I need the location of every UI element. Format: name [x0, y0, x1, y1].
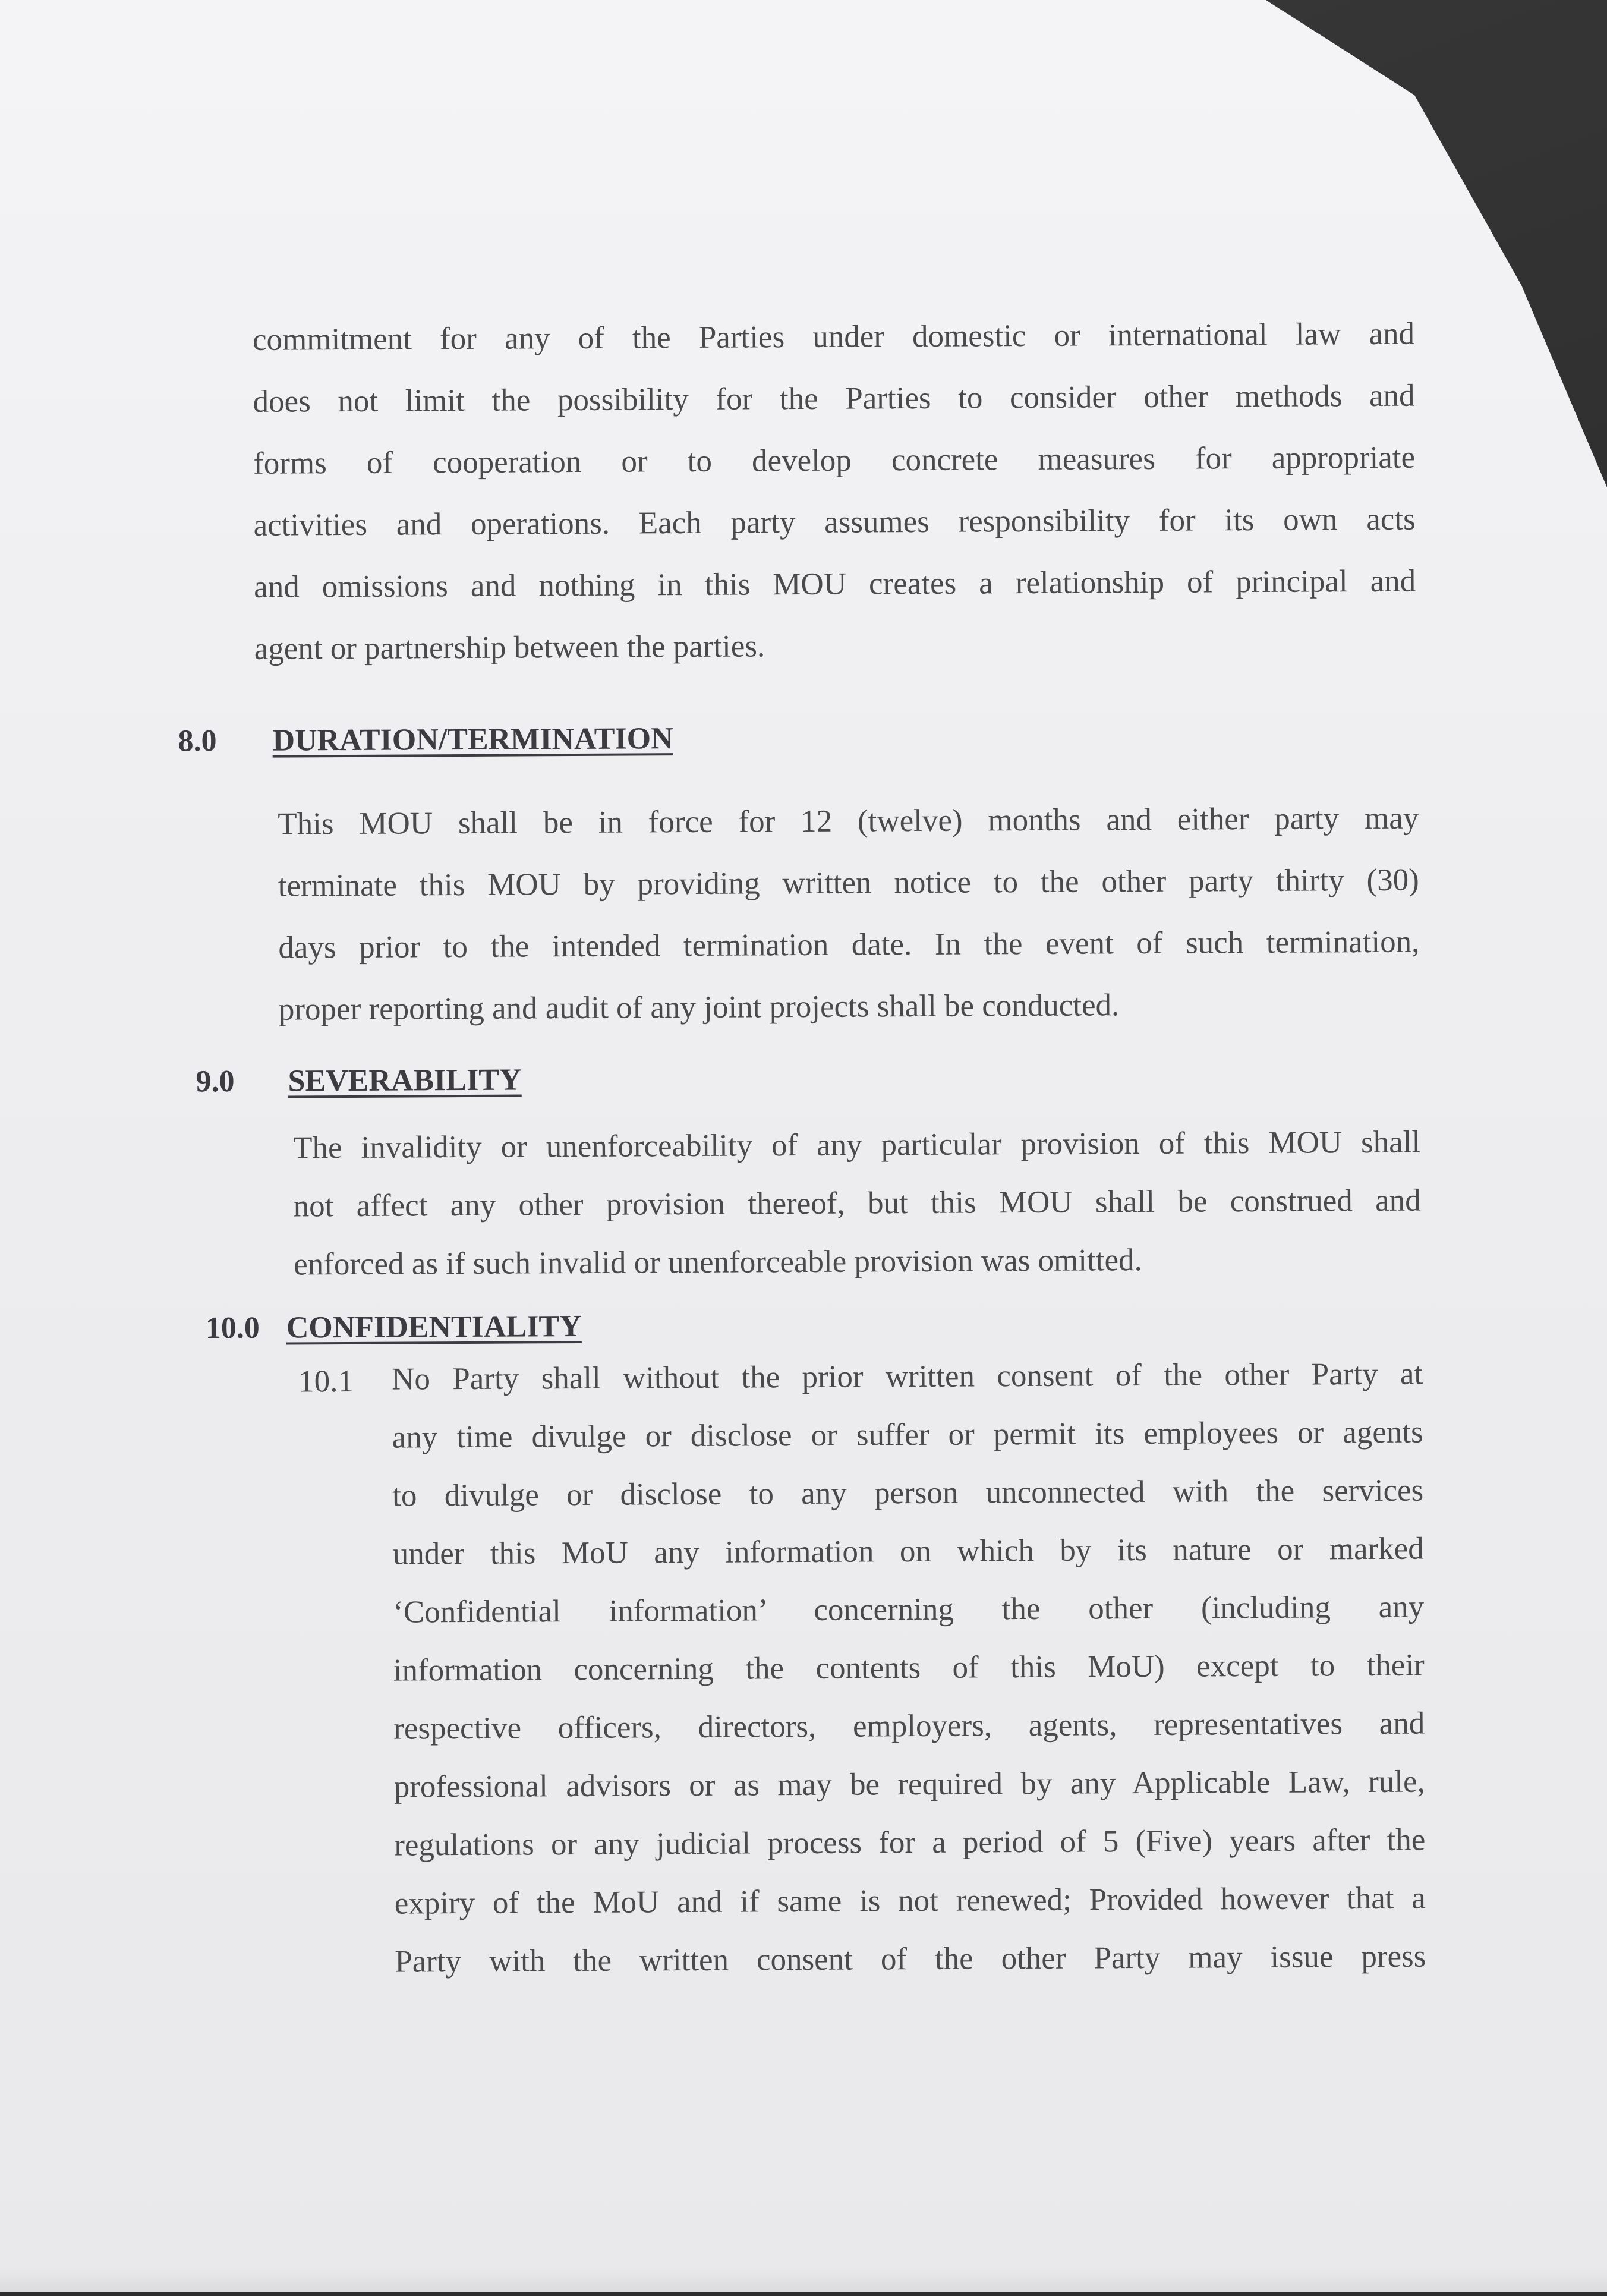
section-10-heading: [205, 1309, 582, 1346]
intro-paragraph: [253, 303, 1416, 680]
section-8-heading: [178, 722, 673, 758]
intro-line: commitment for any of the Parties under domestic or international law and: [252, 316, 1415, 357]
section-10-line: any time divulge or disclose or suffer or permit its employees or agents: [392, 1415, 1423, 1455]
section-9-paragraph: [293, 1113, 1422, 1294]
intro-line: agent or partnership between the parties.: [254, 629, 765, 666]
section-8-line: This MOU shall be in force for 12 (twelve) months and either party may: [278, 801, 1419, 842]
intro-line: and omissions and nothing in this MOU creates a relationship of principal and: [254, 563, 1416, 604]
section-8-line: terminate this MOU by providing written notice to the other party thirty (30): [278, 862, 1419, 903]
intro-line: activities and operations. Each party assumes responsibility for its own acts: [253, 502, 1416, 543]
section-number: 8.0: [178, 724, 217, 758]
section-10-line: expiry of the MoU and if same is not renewed; Provided however that a: [394, 1881, 1426, 1921]
section-9-line: The invalidity or unenforceability of any particular provision of this MOU shall: [293, 1125, 1421, 1166]
section-10-line: under this MoU any information on which by its nature or marked: [392, 1531, 1424, 1571]
section-10-line: professional advisors or as may be required by any Applicable Law, rule,: [393, 1764, 1425, 1804]
section-10-line: regulations or any judicial process for a period of 5 (Five) years after the: [394, 1822, 1426, 1863]
section-10-line: to divulge or disclose to any person unconnected with the services: [392, 1473, 1424, 1513]
section-9-line: enforced as if such invalid or unenforceable provision was omitted.: [294, 1243, 1142, 1282]
section-number: 10.0: [205, 1311, 260, 1346]
section-10-1-paragraph: [392, 1345, 1426, 1991]
subsection-number: 10.1: [298, 1363, 354, 1399]
section-8-line: proper reporting and audit of any joint projects shall be conducted.: [278, 988, 1120, 1027]
section-title: SEVERABILITY: [288, 1063, 522, 1098]
section-number: 9.0: [196, 1064, 235, 1099]
intro-line: does not limit the possibility for the Parties to consider other methods and: [253, 378, 1415, 419]
section-10-line: information concerning the contents of this MoU) except to their: [393, 1648, 1425, 1688]
section-title: DURATION/TERMINATION: [272, 722, 673, 758]
section-9-line: not affect any other provision thereof, but this MOU shall be construed and: [293, 1183, 1421, 1224]
intro-line: forms of cooperation or to develop concrete measures for appropriate: [253, 440, 1416, 481]
section-10-line: No Party shall without the prior written consent of the other Party at: [392, 1356, 1423, 1397]
section-10-line: ‘Confidential information’ concerning the other (including any: [393, 1589, 1425, 1630]
section-title: CONFIDENTIALITY: [286, 1309, 582, 1345]
section-9-heading: [196, 1063, 522, 1099]
section-10-line: respective officers, directors, employers, agents, representatives and: [393, 1706, 1425, 1746]
section-8-line: days prior to the intended termination date. In the event of such termination,: [278, 924, 1420, 965]
section-8-paragraph: [278, 788, 1420, 1041]
section-10-line: Party with the written consent of the other Party may issue press: [395, 1939, 1426, 1979]
